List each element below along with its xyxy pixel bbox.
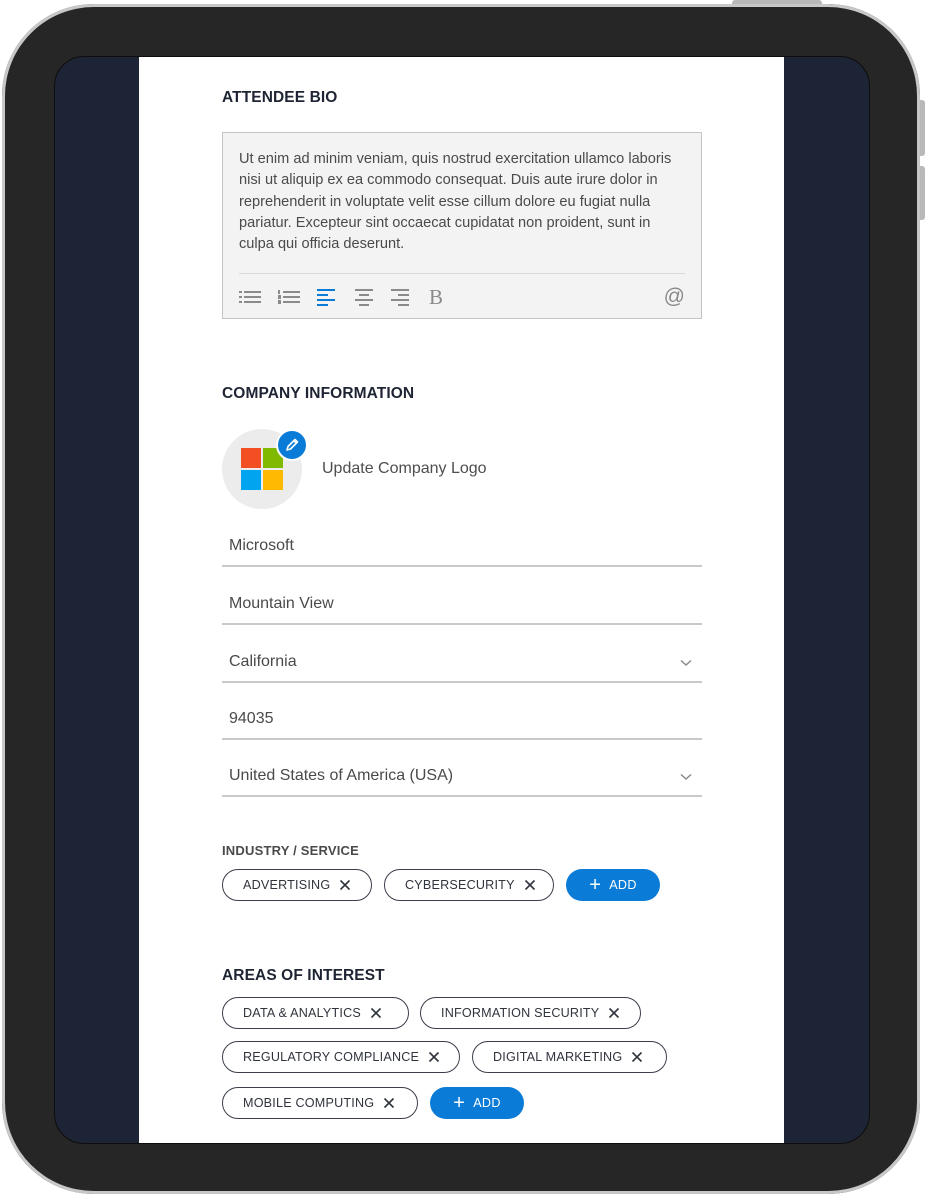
editor-divider <box>239 273 685 274</box>
mention-icon[interactable]: @ <box>663 285 685 308</box>
tag-label: DATA & ANALYTICS <box>243 1006 361 1020</box>
interest-tag-mobile-computing <box>222 1087 418 1119</box>
close-icon[interactable] <box>631 1051 643 1063</box>
country-value: United States of America (USA) <box>229 767 454 784</box>
areas-of-interest-title: AREAS OF INTEREST <box>222 967 385 984</box>
add-interest-button[interactable] <box>430 1087 524 1119</box>
edit-logo-button[interactable] <box>276 429 308 461</box>
update-company-logo-link[interactable]: Update Company Logo <box>322 460 487 477</box>
align-center-icon[interactable] <box>353 285 375 309</box>
close-icon[interactable] <box>383 1097 395 1109</box>
chevron-down-icon <box>680 659 692 667</box>
state-value: California <box>229 653 297 670</box>
industry-tag-cybersecurity <box>384 869 554 901</box>
tag-label: REGULATORY COMPLIANCE <box>243 1050 420 1064</box>
tag-label: INFORMATION SECURITY <box>441 1006 600 1020</box>
interest-tag-regulatory-compliance <box>222 1041 460 1073</box>
microsoft-logo <box>241 448 283 490</box>
tablet-frame <box>2 4 920 1194</box>
tag-label: MOBILE COMPUTING <box>243 1096 375 1110</box>
tag-label: ADVERTISING <box>243 878 331 892</box>
zip-value: 94035 <box>229 710 274 727</box>
attendee-bio-title: ATTENDEE BIO <box>222 89 338 106</box>
align-left-icon[interactable] <box>317 285 339 309</box>
add-industry-button[interactable] <box>566 869 660 901</box>
pencil-icon <box>278 431 306 459</box>
city-field[interactable] <box>222 575 702 625</box>
interest-tag-information-security <box>420 997 641 1029</box>
tablet-screen <box>54 56 870 1144</box>
add-label: ADD <box>473 1096 501 1110</box>
bio-editor[interactable] <box>222 132 702 319</box>
close-icon[interactable] <box>524 879 536 891</box>
interest-tag-data-analytics <box>222 997 409 1029</box>
tag-label: CYBERSECURITY <box>405 878 515 892</box>
editor-toolbar <box>239 285 685 309</box>
numbered-list-icon[interactable] <box>278 285 300 309</box>
close-icon[interactable] <box>608 1007 620 1019</box>
company-name-value: Microsoft <box>229 537 294 554</box>
state-select[interactable] <box>222 633 702 683</box>
bold-icon[interactable]: B <box>429 285 444 309</box>
country-select[interactable] <box>222 747 702 797</box>
close-icon[interactable] <box>339 879 351 891</box>
add-label: ADD <box>609 878 637 892</box>
city-value: Mountain View <box>229 595 334 612</box>
industry-tag-advertising <box>222 869 372 901</box>
align-right-icon[interactable] <box>389 285 411 309</box>
company-name-field[interactable] <box>222 517 702 567</box>
plus-icon: + <box>589 874 602 896</box>
tag-label: DIGITAL MARKETING <box>493 1050 623 1064</box>
chevron-down-icon <box>680 773 692 781</box>
industry-service-title: INDUSTRY / SERVICE <box>222 843 360 858</box>
bio-textarea[interactable]: Ut enim ad minim veniam, quis nostrud exercitation ullamco laboris nisi ut aliquip ex ea commodo consequat. Duis aute irure dolor in reprehenderit in voluptate velit esse cillum dolore eu fugiat nulla pariatur. Excepteur sint occaecat cupidatat non proident, sunt in culpa qui officia deserunt. <box>239 151 672 253</box>
close-icon[interactable] <box>428 1051 440 1063</box>
close-icon[interactable] <box>370 1007 382 1019</box>
company-logo-avatar[interactable] <box>222 429 302 509</box>
bullet-list-icon[interactable] <box>239 285 261 309</box>
plus-icon: + <box>453 1092 466 1114</box>
profile-page <box>139 57 784 1144</box>
interest-tag-digital-marketing <box>472 1041 667 1073</box>
zip-field[interactable] <box>222 690 702 740</box>
company-information-title: COMPANY INFORMATION <box>222 385 415 402</box>
